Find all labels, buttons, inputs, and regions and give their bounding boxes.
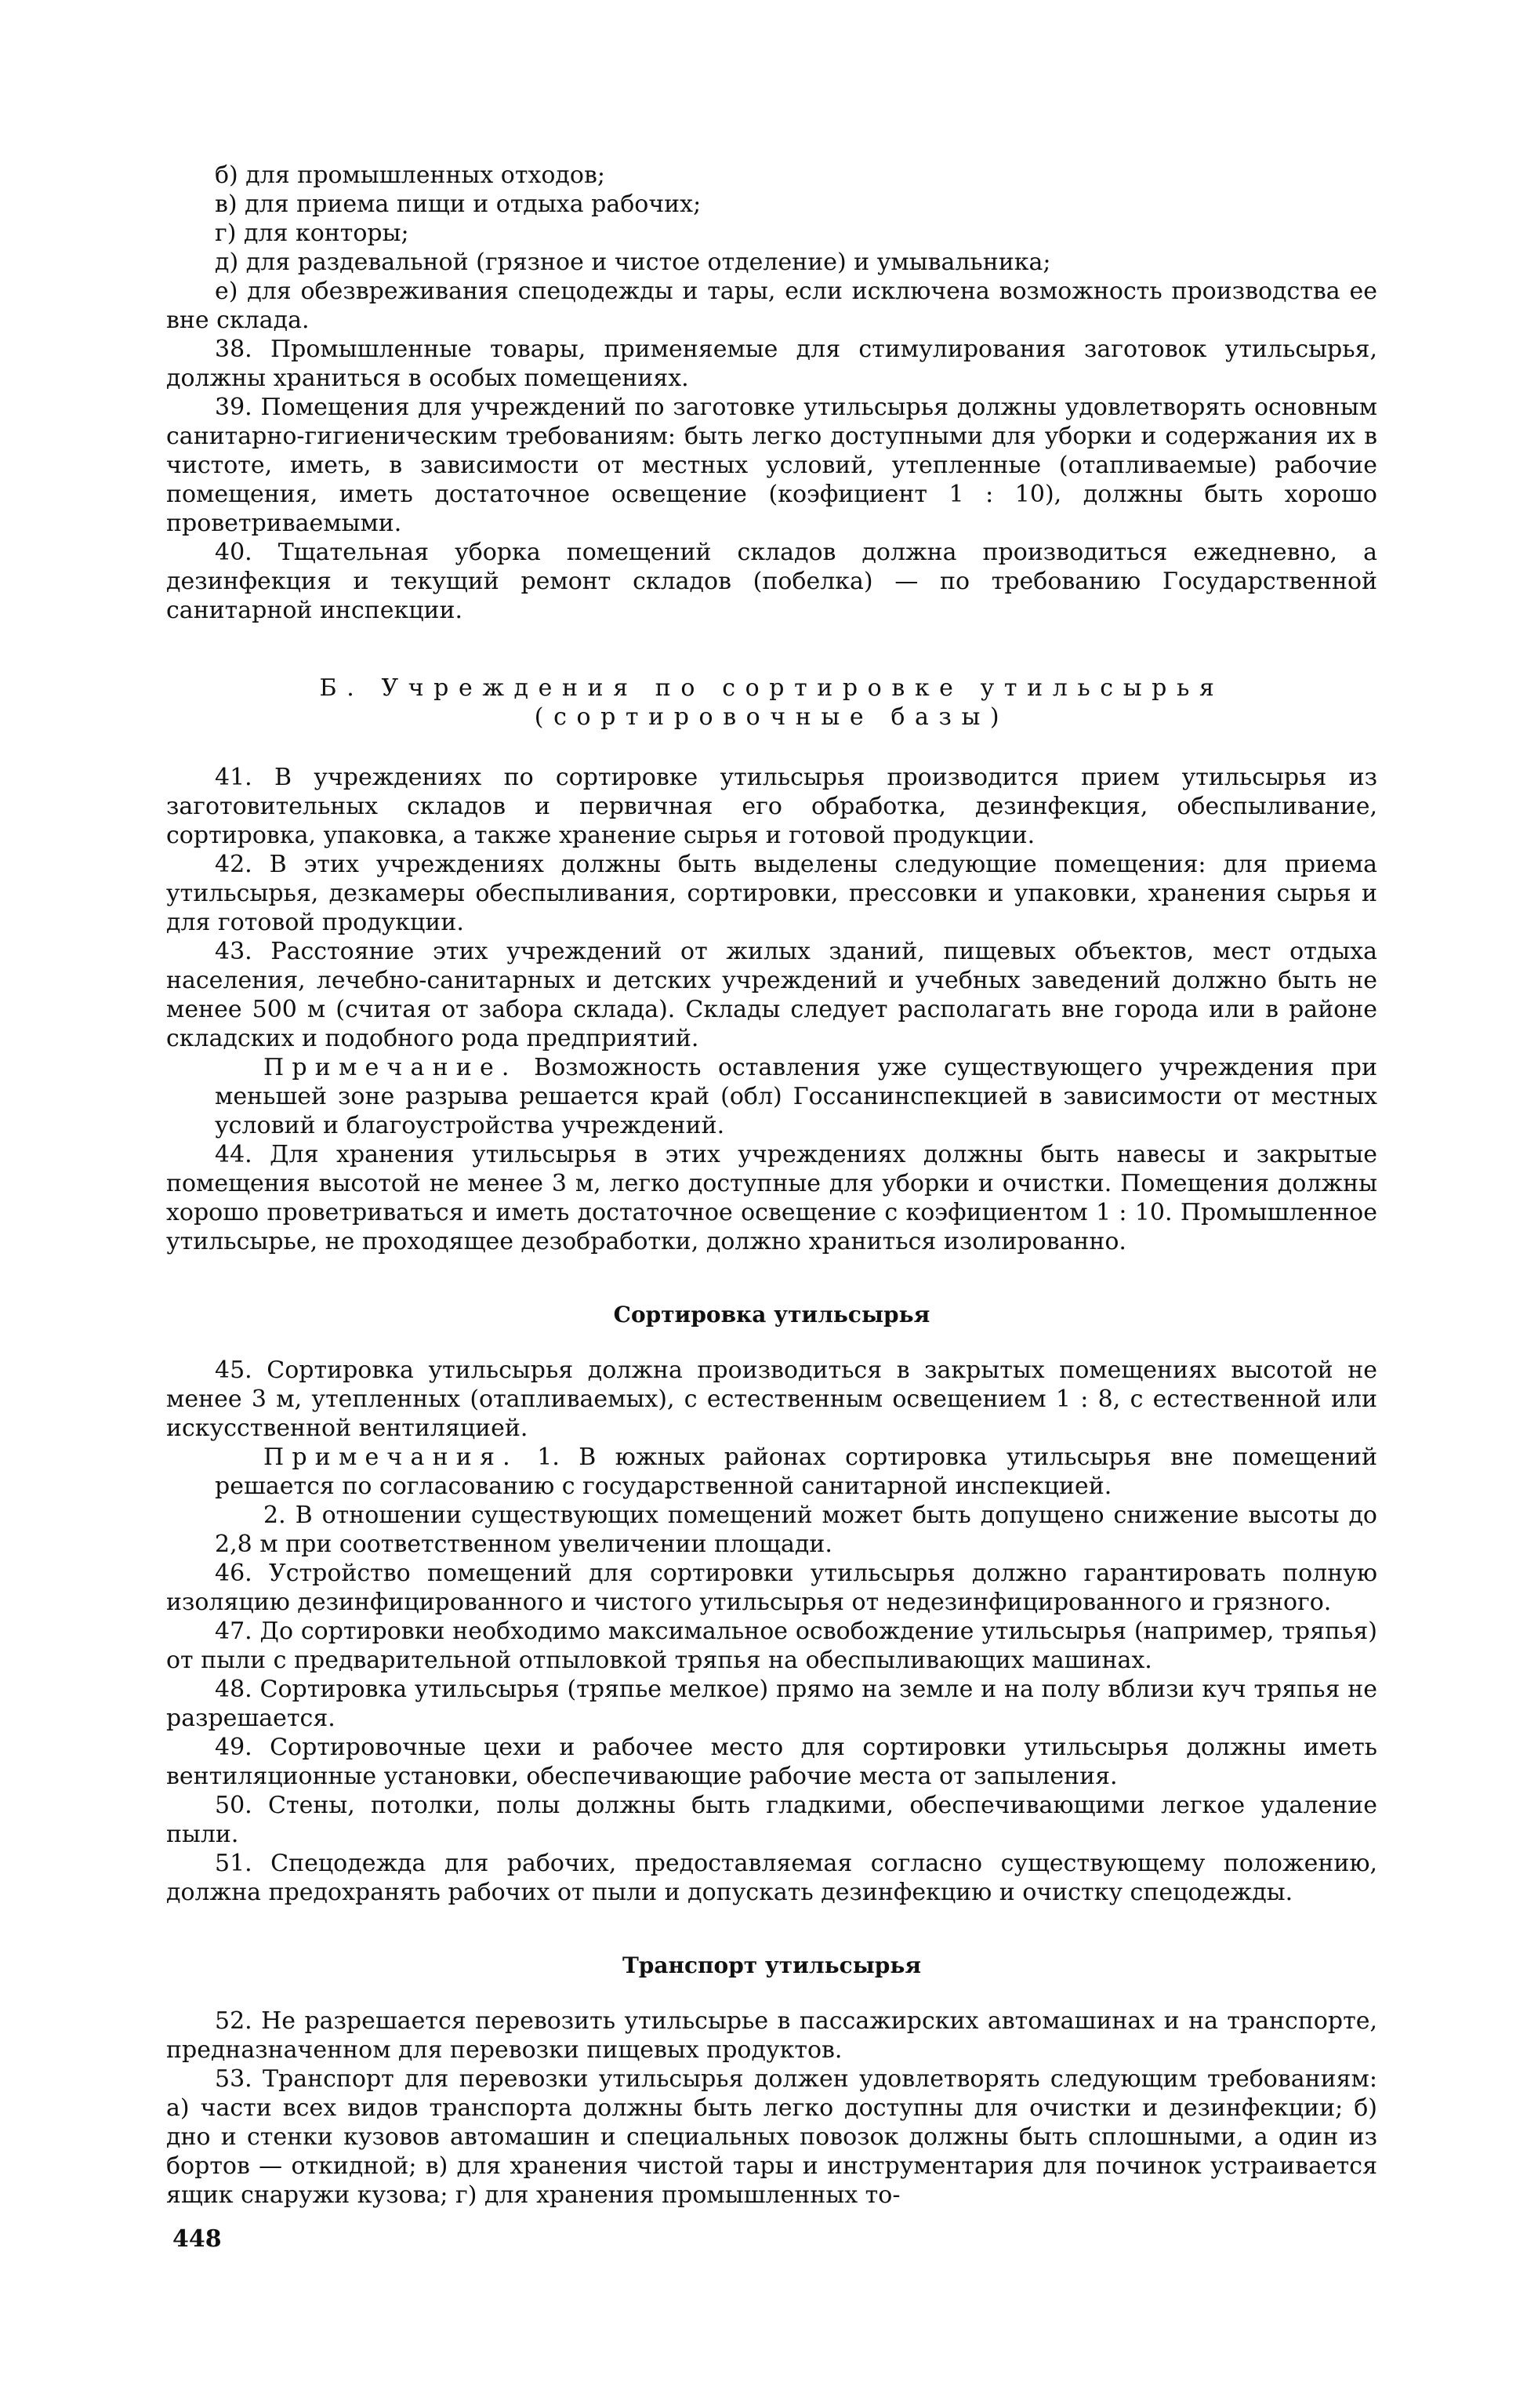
notes-45-note2: 2. В отношении существующих помещений может быть допущено снижение высоты до 2,8 м при соответственном увеличении площади. <box>215 1502 1377 1558</box>
list-item-g: г) для конторы; <box>215 220 409 247</box>
document-page <box>166 161 1377 2210</box>
paragraph-41: 41. В учреждениях по сортировке утильсырья производится прием утильсырья из заготовительных складов и первичная его обработка, дезинфекция, обеспыливание, сортировка, упаковка, а также хранение сырья и готовой продукции. <box>166 764 1377 849</box>
section-b-title-line1: Б. Учреждения по сортировке утильсырья <box>319 674 1224 702</box>
note-43 <box>166 1053 1377 1140</box>
paragraph-49: 49. Сортировочные цехи и рабочее место для сортировки утильсырья должны иметь вентиляционные установки, обеспечивающие рабочие места от запыления. <box>166 1734 1377 1790</box>
section-b-title <box>166 674 1377 732</box>
paragraph-47: 47. До сортировки необходимо максимальное освобождение утильсырья (например, тряпья) от пыли с предварительной отпыловкой тряпья на обеспыливающих машинах. <box>166 1618 1377 1674</box>
notes-45-label: Примечания. <box>263 1444 518 1471</box>
page-number: 448 <box>172 2225 222 2253</box>
paragraph-44: 44. Для хранения утильсырья в этих учреждениях должны быть навесы и закрытые помещения высотой не менее 3 м, легко доступные для уборки и очистки. Помещения должны хорошо проветриваться и иметь достаточное освещение с коэфициентом 1 : 10. Промышленное утильсырье, не проходящее дезобработки, должно храниться изолированно. <box>166 1141 1377 1255</box>
list-item-v: в) для приема пищи и отдыха рабочих; <box>215 191 702 218</box>
notes-45-note1: 1. В южных районах сортировка утильсырья вне помещений решается по согласованию с государственной санитарной инспекцией. <box>215 1444 1377 1500</box>
section-b-title-line2: (сортировочные базы) <box>534 703 1010 731</box>
paragraph-46: 46. Устройство помещений для сортировки утильсырья должно гарантировать полную изоляцию дезинфицированного и чистого утильсырья от недезинфицированного и грязного. <box>166 1560 1377 1616</box>
paragraph-50: 50. Стены, потолки, полы должны быть гладкими, обеспечивающими легкое удаление пыли. <box>166 1792 1377 1848</box>
paragraph-45: 45. Сортировка утильсырья должна производиться в закрытых помещениях высотой не менее 3 м, утепленных (отапливаемых), с естественным освещением 1 : 8, с естественной или искусственной вентиляцией. <box>166 1357 1377 1442</box>
notes-45-first <box>166 1443 1377 1501</box>
heading-transport: Транспорт утильсырья <box>622 1952 922 1978</box>
paragraph-53: 53. Транспорт для перевозки утильсырья должен удовлетворять следующим требованиям: а) части всех видов транспорта должны быть легко доступны для очистки и дезинфекции; б) дно и стенки кузовов автомашин и специальных повозок должны быть сплошными, а один из бортов — откидной; в) для хранения чистой тары и инструментария для починок устраивается ящик снаружи кузова; г) для хранения промышленных то- <box>166 2065 1377 2209</box>
note-43-text: Возможность оставления уже существующего учреждения при меньшей зоне разрыва решается край (обл) Госсанинспекцией в зависимости от местных условий и благоустройства учреждений. <box>215 1054 1377 1139</box>
paragraph-48: 48. Сортировка утильсырья (тряпье мелкое) прямо на земле и на полу вблизи куч тряпья не разрешается. <box>166 1676 1377 1732</box>
list-item-b: б) для промышленных отходов; <box>215 162 605 189</box>
heading-sorting: Сортировка утильсырья <box>613 1302 930 1327</box>
list-item-d: д) для раздевальной (грязное и чистое отделение) и умывальника; <box>215 249 1051 276</box>
paragraph-43: 43. Расстояние этих учреждений от жилых зданий, пищевых объектов, мест отдыха населения, лечебно-санитарных и детских учреждений и учебных заведений должно быть не менее 500 м (считая от забора склада). Склады следует располагать вне города или в районе складских и подобного рода предприятий. <box>166 938 1377 1052</box>
paragraph-51: 51. Спецодежда для рабочих, предоставляемая согласно существующему положению, должна предохранять рабочих от пыли и допускать дезинфекцию и очистку спецодежды. <box>166 1850 1377 1906</box>
paragraph-39: 39. Помещения для учреждений по заготовке утильсырья должны удовлетворять основным санитарно-гигиеническим требованиям: быть легко доступными для уборки и содержания их в чистоте, иметь, в зависимости от местных условий, утепленные (отапливаемые) рабочие помещения, иметь достаточное освещение (коэфициент 1 : 10), должны быть хорошо проветриваемыми. <box>166 394 1377 537</box>
note-43-label: Примечание. <box>263 1054 517 1081</box>
list-item-e: е) для обезвреживания спецодежды и тары, если исключена возможность производства ее вне склада. <box>166 278 1377 334</box>
paragraph-38: 38. Промышленные товары, применяемые для стимулирования заготовок утильсырья, должны храниться в особых помещениях. <box>166 336 1377 392</box>
paragraph-42: 42. В этих учреждениях должны быть выделены следующие помещения: для приема утильсырья, дезкамеры обеспыливания, сортировки, прессовки и упаковки, хранения сырья и для готовой продукции. <box>166 851 1377 936</box>
paragraph-52: 52. Не разрешается перевозить утильсырье в пассажирских автомашинах и на транспорте, предназначенном для перевозки пищевых продуктов. <box>166 2007 1377 2064</box>
paragraph-40: 40. Тщательная уборка помещений складов должна производиться ежедневно, а дезинфекция и текущий ремонт складов (побелка) — по требованию Государственной санитарной инспекции. <box>166 539 1377 624</box>
